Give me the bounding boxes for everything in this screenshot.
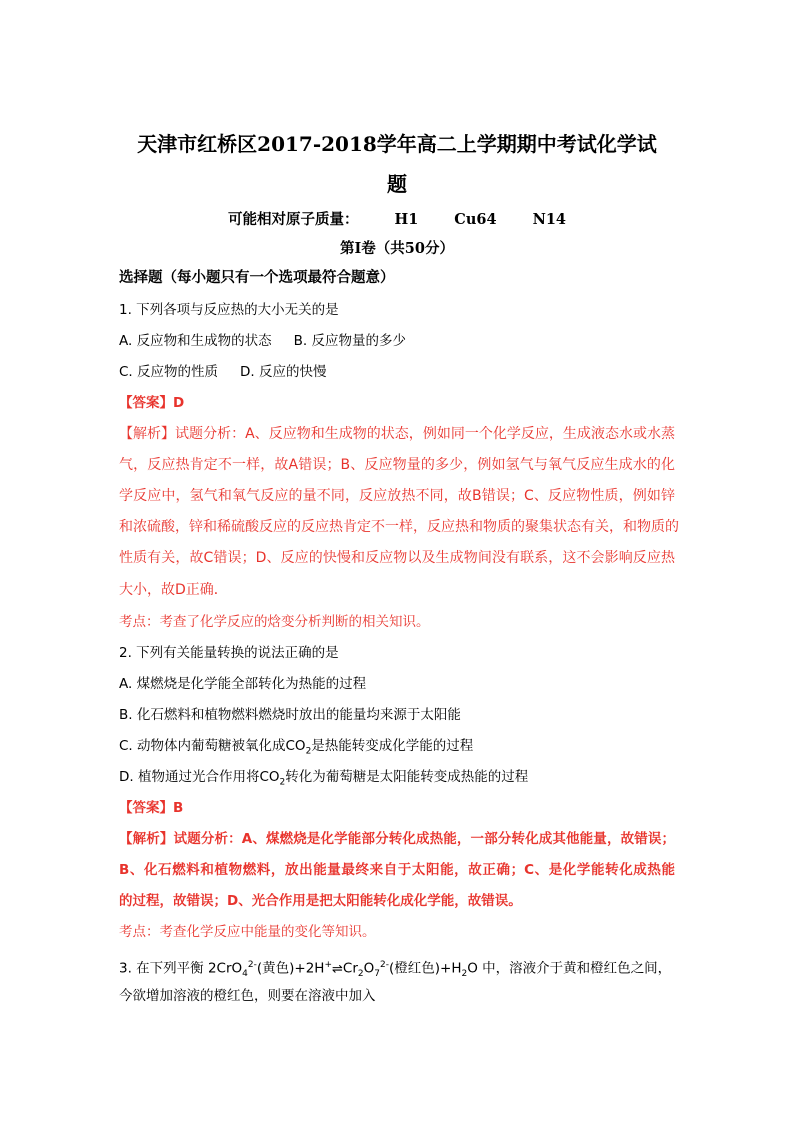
- q2-option-d-text-end: 转化为葡萄糖是太阳能转变成热能的过程: [285, 769, 529, 785]
- q1-options-ab: [119, 331, 406, 351]
- q2-option-c-text: C. 动物体内葡萄糖被氧化成CO: [119, 738, 306, 754]
- atomic-mass-h: H1: [394, 211, 419, 228]
- q2-option-d-text: D. 植物通过光合作用将CO: [119, 769, 280, 785]
- atomic-mass-n: N14: [532, 211, 566, 228]
- q2-option-b: B. 化石燃料和植物燃料燃烧时放出的能量均来源于太阳能: [119, 707, 461, 723]
- q2-option-d-subscript: 2: [279, 777, 286, 788]
- q1-stem: 1. 下列各项与反应热的大小无关的是: [119, 302, 339, 318]
- q1-analysis-line5: 性质有关，故C错误；D、反应的快慢和反应物以及生成物间没有联系，这不会影响反应热: [119, 550, 675, 566]
- q3-subscript: 4: [242, 969, 248, 980]
- q2-option-d: [119, 767, 528, 793]
- q1-option-c: C. 反应物的性质: [119, 364, 219, 380]
- atomic-mass-line: [0, 208, 794, 229]
- q3-subscript: 2: [461, 969, 468, 980]
- q2-option-c-subscript: 2: [305, 746, 312, 757]
- q1-answer: 【答案】D: [119, 395, 185, 411]
- q3-subscript: 7: [374, 969, 381, 980]
- q1-option-d: D. 反应的快慢: [240, 364, 327, 380]
- q1-options-cd: [119, 362, 327, 382]
- equilibrium-arrow-icon: ⇌: [332, 961, 343, 977]
- q1-analysis-line6: 大小，故D正确．: [119, 582, 228, 598]
- q2-knowledge-point: 考点：考查化学反应中能量的变化等知识。: [119, 924, 376, 940]
- q2-answer: 【答案】B: [119, 800, 184, 816]
- q3-superscript: 2-: [247, 960, 257, 970]
- q1-knowledge-point: 考点：考查了化学反应的焓变分析判断的相关知识。: [119, 614, 430, 630]
- atomic-mass-label: 可能相对原子质量：: [228, 211, 359, 228]
- q2-analysis-line1: 【解析】试题分析：A、煤燃烧是化学能部分转化成热能，一部分转化成其他能量，故错误；: [119, 831, 675, 847]
- q3-stem-line1: [119, 955, 671, 984]
- q3-stem-line2: 今欲增加溶液的橙红色，则要在溶液中加入: [119, 988, 376, 1004]
- q3-stem-text: (黄色)+2H: [256, 960, 325, 977]
- q3-stem-text: O 中，溶液介于黄和橙红色之间，: [467, 960, 672, 977]
- q1-analysis-line3: 学反应中，氢气和氧气反应的量不同，反应放热不同，故B错误；C、反应物性质，例如锌: [119, 488, 675, 504]
- exam-title-line2: 题: [387, 172, 407, 196]
- q3-superscript: +: [324, 960, 333, 970]
- q2-stem: 2. 下列有关能量转换的说法正确的是: [119, 645, 339, 661]
- q2-option-c-text-end: 是热能转变成化学能的过程: [311, 738, 474, 754]
- q2-analysis-line2: B、化石燃料和植物燃料，放出能量最终来自于太阳能，故正确；C、是化学能转化成热能: [119, 862, 675, 878]
- part-heading: 选择题（每小题只有一个选项最符合题意）: [119, 270, 395, 286]
- q3-subscript: 2: [357, 969, 364, 980]
- q1-option-b: B. 反应物量的多少: [293, 333, 406, 349]
- section-title: 第Ⅰ卷（共50分）: [340, 240, 454, 257]
- q3-superscript: 2-: [380, 960, 389, 970]
- q2-option-a: A. 煤燃烧是化学能全部转化为热能的过程: [119, 676, 367, 692]
- q2-analysis-line3: 的过程，故错误；D、光合作用是把太阳能转化成化学能，故错误。: [119, 893, 522, 909]
- q2-option-c: [119, 736, 473, 762]
- q3-stem-text: O: [363, 960, 375, 977]
- q3-stem-text: 3. 在下列平衡 2CrO: [119, 960, 243, 977]
- q1-analysis-line1: 【解析】试题分析：A、反应物和生成物的状态，例如同一个化学反应，生成液态水或水蒸: [119, 426, 675, 442]
- q3-stem-text: (橙红色)+H: [389, 960, 462, 977]
- exam-title-line1: 天津市红桥区2017-2018学年高二上学期期中考试化学试: [137, 132, 657, 156]
- q1-option-a: A. 反应物和生成物的状态: [119, 333, 272, 349]
- atomic-mass-cu: Cu64: [454, 211, 497, 228]
- q1-analysis-line2: 气，反应热肯定不一样，故A错误；B、反应物量的多少，例如氢气与氧气反应生成水的化: [119, 457, 675, 473]
- q3-stem-text: Cr: [342, 960, 358, 977]
- q1-analysis-line4: 和浓硫酸，锌和稀硫酸反应的反应热肯定不一样，反应热和物质的聚集状态有关，和物质的: [119, 519, 679, 535]
